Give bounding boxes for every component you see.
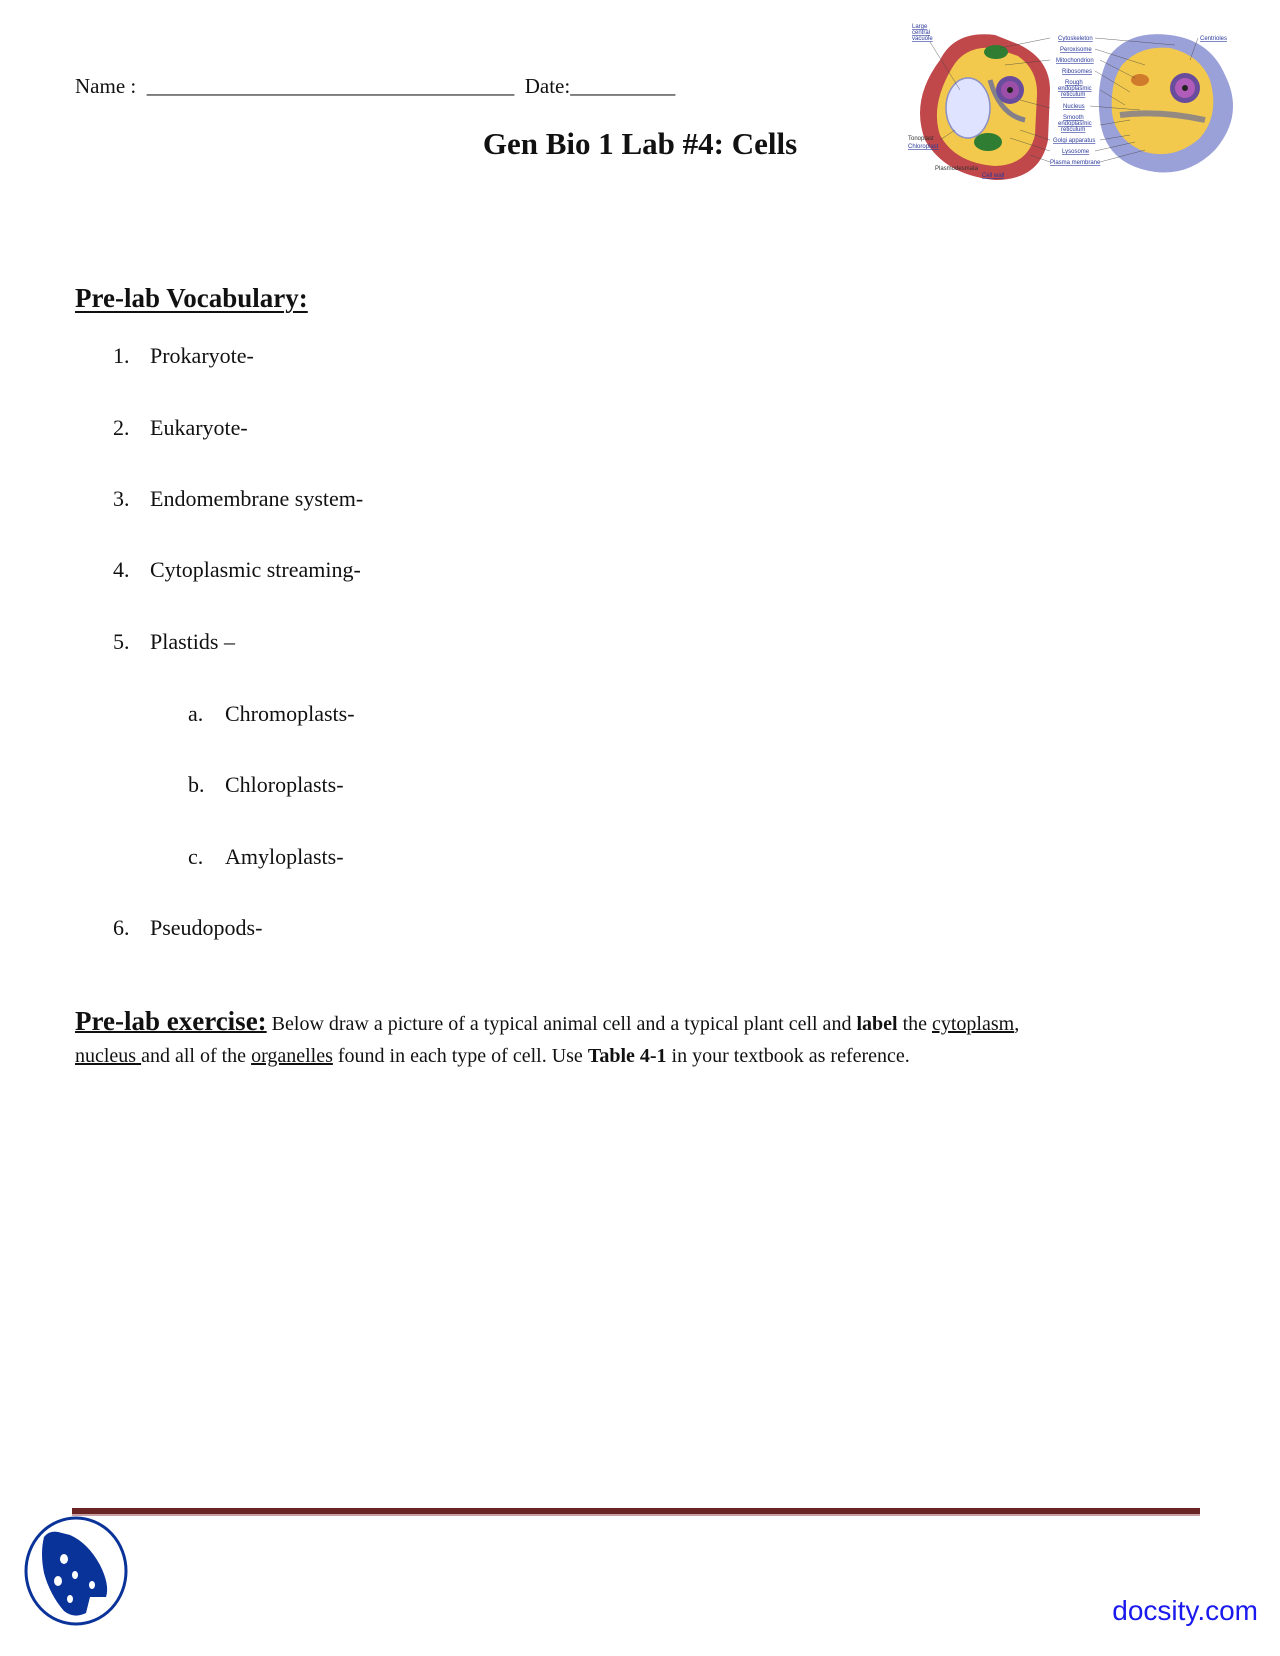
exercise-bold-table: Table 4-1 bbox=[587, 1045, 667, 1067]
svg-text:Rough: Rough bbox=[1065, 80, 1083, 86]
item-letter: a. bbox=[188, 701, 204, 726]
item-term: Eukaryote- bbox=[150, 415, 248, 440]
svg-text:Golgi apparatus: Golgi apparatus bbox=[1053, 138, 1096, 144]
vocab-item bbox=[113, 343, 254, 369]
plant-cell-illustration bbox=[920, 34, 1050, 180]
item-term: Endomembrane system- bbox=[150, 486, 364, 511]
name-date-row bbox=[75, 74, 675, 99]
svg-text:central: central bbox=[912, 30, 931, 36]
svg-text:endoplasmic: endoplasmic bbox=[1058, 86, 1092, 92]
item-number: 5. bbox=[113, 629, 130, 654]
label-cell-wall: Cell wall bbox=[982, 173, 1005, 179]
page-title-text: Gen Bio 1 Lab #4: Cells bbox=[482, 126, 798, 161]
exercise-text: found in each type of cell. Use bbox=[332, 1045, 588, 1067]
vocab-subitem bbox=[188, 772, 344, 798]
item-number: 6. bbox=[113, 915, 130, 940]
item-term: Amyloplasts- bbox=[225, 844, 344, 869]
item-term: Pseudopods- bbox=[150, 915, 263, 940]
item-term: Chloroplasts- bbox=[225, 772, 344, 797]
svg-text:Ribosomes: Ribosomes bbox=[1062, 69, 1093, 75]
label-centrioles: Centrioles bbox=[1200, 36, 1228, 42]
item-number: 4. bbox=[113, 557, 130, 582]
name-label: Name : bbox=[75, 74, 137, 98]
footer-rule bbox=[72, 1508, 1200, 1516]
item-term: Chromoplasts- bbox=[225, 701, 355, 726]
svg-text:Nucleus: Nucleus bbox=[1063, 104, 1085, 110]
label-tonoplast: Tonoplast bbox=[908, 136, 934, 142]
exercise-underline-nucleus: nucleus bbox=[75, 1045, 142, 1067]
cell-diagram-image bbox=[900, 20, 1250, 190]
exercise-text: Below draw a picture of a typical animal cell and a typical plant cell and bbox=[266, 1013, 857, 1035]
item-term: Prokaryote- bbox=[150, 343, 254, 368]
label-plasmodesmata: Plasmodesmata bbox=[935, 166, 979, 172]
center-labels bbox=[1050, 36, 1101, 166]
item-term: Cytoplasmic streaming- bbox=[150, 557, 361, 582]
animal-cell-illustration bbox=[1099, 34, 1233, 172]
item-letter: c. bbox=[188, 844, 204, 869]
vocab-item bbox=[113, 486, 363, 512]
vocab-item bbox=[113, 915, 262, 941]
exercise-text: , bbox=[1014, 1013, 1020, 1035]
item-number: 3. bbox=[113, 486, 130, 511]
svg-text:reticulum: reticulum bbox=[1061, 127, 1086, 133]
svg-text:Smooth: Smooth bbox=[1063, 115, 1084, 121]
docsity-logo-icon bbox=[20, 1515, 132, 1627]
svg-text:Lysosome: Lysosome bbox=[1062, 149, 1090, 155]
vocab-subitem bbox=[188, 701, 355, 727]
vocab-item bbox=[113, 629, 235, 655]
vocab-subitem bbox=[188, 844, 344, 870]
item-letter: b. bbox=[188, 772, 205, 797]
label-chloroplast: Chloroplast bbox=[908, 144, 939, 150]
docsity-link[interactable]: docsity.com bbox=[1112, 1595, 1258, 1626]
date-label: Date: bbox=[524, 74, 571, 98]
svg-text:Peroxisome: Peroxisome bbox=[1060, 47, 1092, 53]
exercise-text: in your textbook as reference. bbox=[666, 1045, 910, 1067]
label-large-central-vacuole: Large bbox=[912, 24, 928, 30]
svg-text:Cytoskeleton: Cytoskeleton bbox=[1058, 36, 1093, 42]
svg-text:Plasma membrane: Plasma membrane bbox=[1050, 160, 1101, 166]
exercise-underline-cytoplasm: cytoplasm bbox=[932, 1013, 1015, 1035]
name-field[interactable]: ___________________________________ bbox=[146, 74, 515, 98]
vocab-item bbox=[113, 557, 361, 583]
exercise-text: the bbox=[897, 1013, 932, 1035]
vocabulary-heading: Pre-lab Vocabulary: bbox=[75, 283, 308, 313]
svg-text:Mitochondrion: Mitochondrion bbox=[1056, 58, 1094, 64]
svg-text:vacuole: vacuole bbox=[912, 36, 933, 42]
exercise-text: and all of the bbox=[141, 1045, 252, 1067]
prelab-exercise bbox=[75, 1005, 1195, 1072]
exercise-underline-organelles: organelles bbox=[251, 1045, 333, 1067]
item-number: 2. bbox=[113, 415, 130, 440]
svg-text:endoplasmic: endoplasmic bbox=[1058, 121, 1092, 127]
date-field[interactable]: __________ bbox=[570, 74, 676, 98]
vocab-item bbox=[113, 415, 248, 441]
exercise-bold-label: label bbox=[856, 1013, 898, 1035]
item-term: Plastids – bbox=[150, 629, 235, 654]
item-number: 1. bbox=[113, 343, 130, 368]
svg-text:reticulum: reticulum bbox=[1061, 92, 1086, 98]
exercise-heading: Pre-lab exercise: bbox=[75, 1006, 267, 1036]
